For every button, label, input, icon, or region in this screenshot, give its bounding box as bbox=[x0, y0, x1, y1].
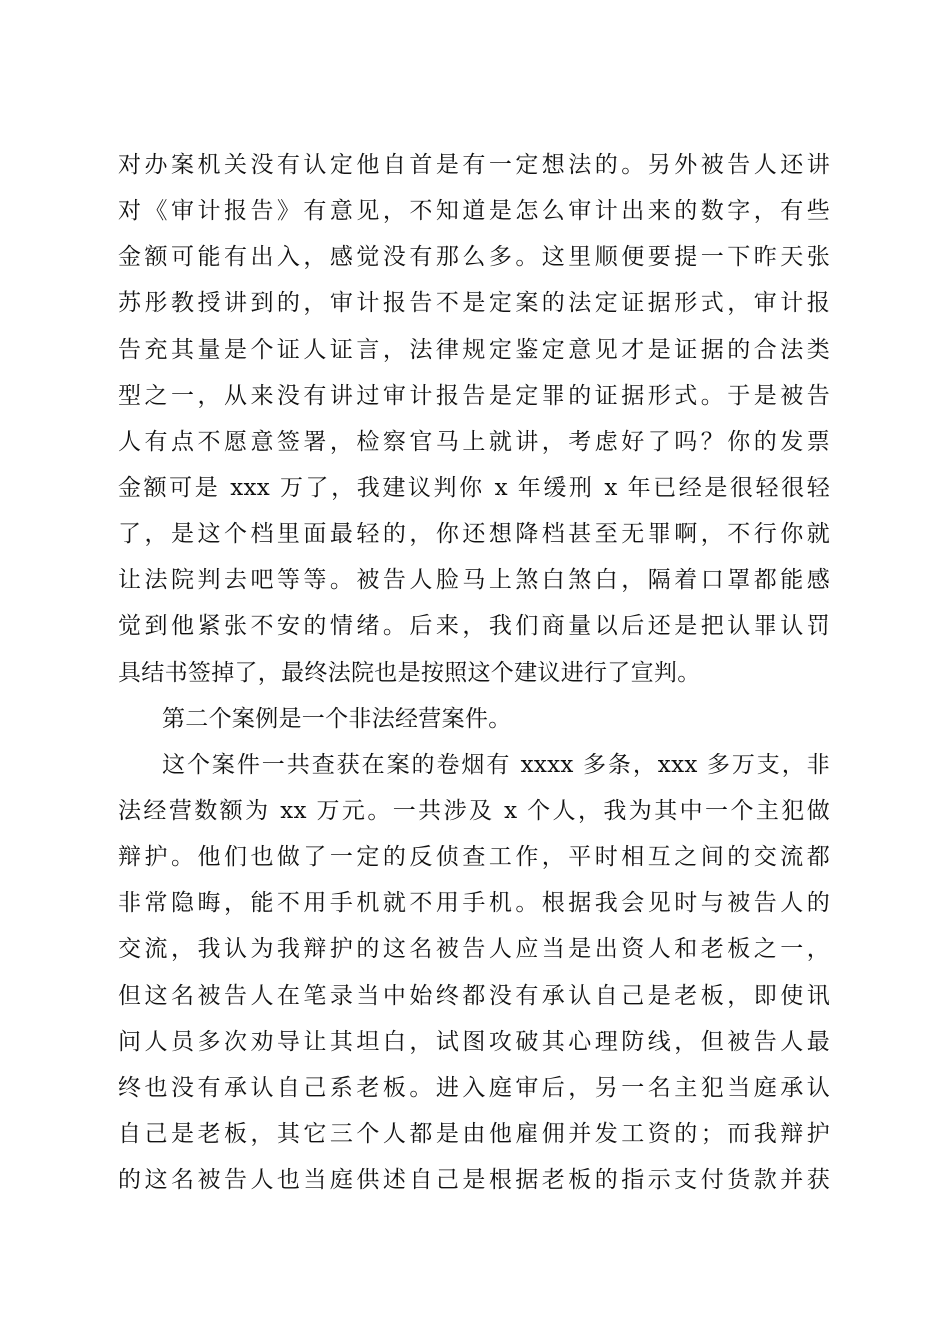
text-line: 让法院判去吧等等。被告人脸马上煞白煞白，隔着口罩都能感 bbox=[118, 567, 830, 594]
body-text bbox=[118, 142, 830, 1203]
text-line: 非常隐晦，能不用手机就不用手机。根据我会见时与被告人的 bbox=[118, 890, 830, 917]
text-line: 法经营数额为 xx 万元。一共涉及 x 个人，我为其中一个主犯做 bbox=[118, 797, 830, 824]
text-line: 问人员多次劝导让其坦白，试图攻破其心理防线，但被告人最 bbox=[118, 1028, 830, 1055]
text-line: 但这名被告人在笔录当中始终都没有承认自己是老板，即使讯 bbox=[118, 982, 830, 1009]
text-line: 苏彤教授讲到的，审计报告不是定案的法定证据形式，审计报 bbox=[118, 290, 830, 317]
text-line: 告充其量是个证人证言，法律规定鉴定意见才是证据的合法类 bbox=[118, 336, 830, 363]
text-line: 这个案件一共查获在案的卷烟有 xxxx 多条，xxx 多万支，非 bbox=[162, 751, 830, 778]
text-line: 型之一，从来没有讲过审计报告是定罪的证据形式。于是被告 bbox=[118, 382, 830, 409]
text-line: 人有点不愿意签署，检察官马上就讲，考虑好了吗？你的发票 bbox=[118, 428, 830, 455]
text-line: 金额可是 xxx 万了，我建议判你 x 年缓刑 x 年已经是很轻很轻 bbox=[118, 474, 830, 501]
text-line: 对办案机关没有认定他自首是有一定想法的。另外被告人还讲 bbox=[118, 152, 830, 178]
text-line: 了，是这个档里面最轻的，你还想降档甚至无罪啊，不行你就 bbox=[118, 521, 830, 548]
text-line: 金额可能有出入，感觉没有那么多。这里顺便要提一下昨天张 bbox=[118, 244, 830, 271]
text-line: 交流，我认为我辩护的这名被告人应当是出资人和老板之一， bbox=[118, 936, 830, 963]
section-heading: 第二个案例是一个非法经营案件。 bbox=[162, 705, 512, 732]
text-line: 觉到他紧张不安的情绪。后来，我们商量以后还是把认罪认罚 bbox=[118, 613, 830, 640]
text-line: 的这名被告人也当庭供述自己是根据老板的指示支付货款并获 bbox=[118, 1167, 830, 1194]
text-line: 终也没有承认自己系老板。进入庭审后，另一名主犯当庭承认 bbox=[118, 1074, 830, 1101]
text-line: 辩护。他们也做了一定的反侦查工作，平时相互之间的交流都 bbox=[118, 844, 830, 871]
paragraph-end-line: 具结书签掉了，最终法院也是按照这个建议进行了宣判。 bbox=[118, 659, 701, 686]
text-line: 对《审计报告》有意见，不知道是怎么审计出来的数字，有些 bbox=[118, 198, 830, 225]
text-line: 自己是老板，其它三个人都是由他雇佣并发工资的；而我辩护 bbox=[118, 1120, 830, 1147]
